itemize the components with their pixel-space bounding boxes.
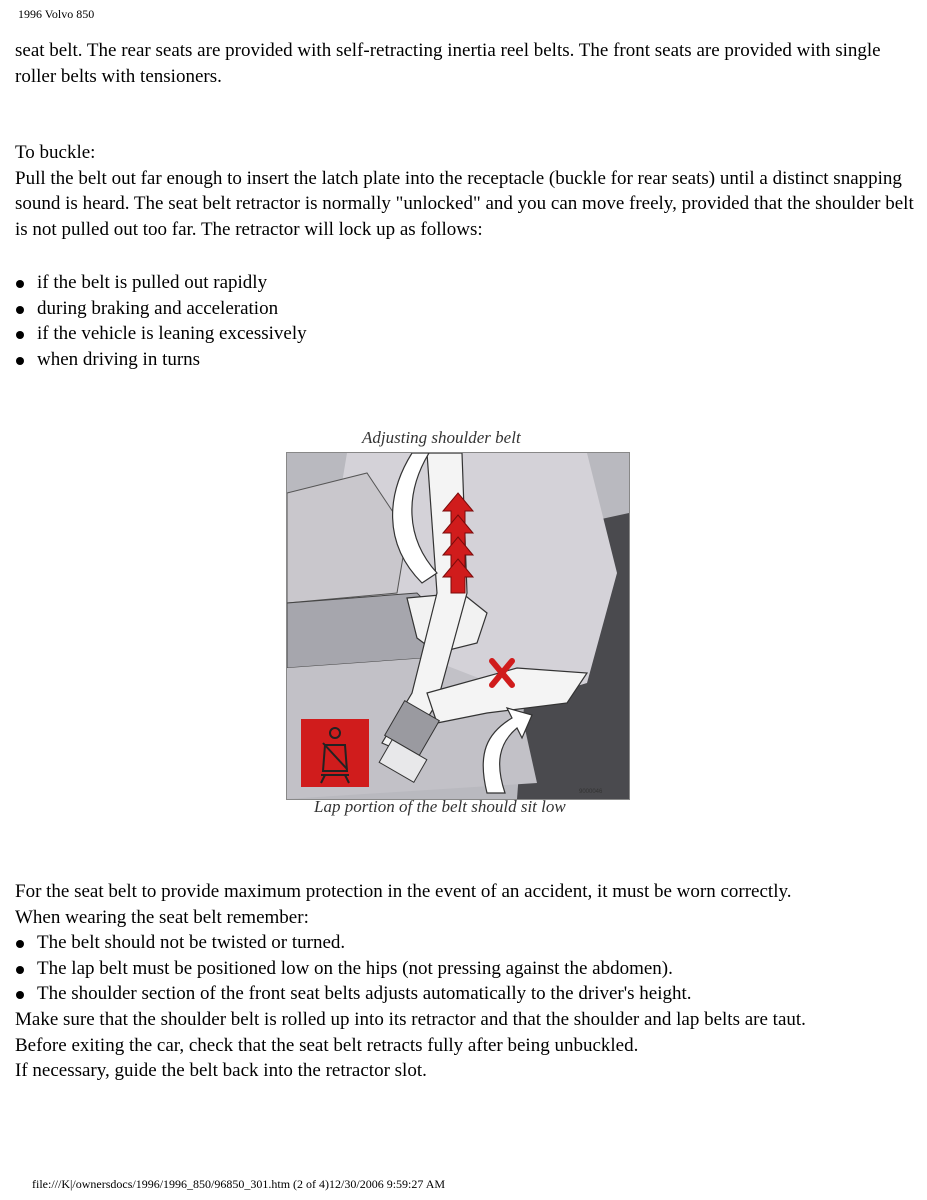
lock-conditions-list — [15, 270, 307, 372]
page-footer: file:///K|/ownersdocs/1996/1996_850/96850_301.htm (2 of 4)12/30/2006 9:59:27 AM — [32, 1177, 446, 1191]
figure-caption-bottom: Lap portion of the belt should sit low — [314, 797, 566, 816]
list-item: if the belt is pulled out rapidly — [15, 270, 307, 296]
list-item: The lap belt must be positioned low on the hips (not pressing against the abdomen). — [15, 956, 692, 982]
after-line-3: If necessary, guide the belt back into the retractor slot. — [15, 1060, 427, 1081]
buckle-paragraph: Pull the belt out far enough to insert the latch plate into the receptacle (buckle for rear seats) until a distinct snapping sound is heard. The seat belt retractor is normally "unlocked" and you can move freely, provided that the shoulder belt is not pulled out too far. The retractor will lock up as follows: — [15, 167, 914, 240]
after-line-1: Make sure that the shoulder belt is rolled up into its retractor and that the shoulder and lap belts are taut. — [15, 1009, 806, 1030]
wear-reminders-list — [15, 930, 692, 1007]
figure-code: 9000046 — [579, 789, 603, 795]
figure-caption-top: Adjusting shoulder belt — [362, 428, 521, 447]
page-header: 1996 Volvo 850 — [18, 7, 95, 21]
after-line-2: Before exiting the car, check that the seat belt retracts fully after being unbuckled. — [15, 1034, 639, 1056]
list-item: when driving in turns — [15, 347, 307, 373]
protection-line-1: For the seat belt to provide maximum protection in the event of an accident, it must be worn correctly. — [15, 881, 792, 902]
buckle-heading: To buckle: — [15, 142, 96, 163]
seatbelt-warning-icon — [301, 719, 369, 787]
protection-line-2: When wearing the seat belt remember: — [15, 906, 309, 928]
seatbelt-illustration — [286, 452, 630, 800]
list-item: The belt should not be twisted or turned. — [15, 930, 692, 956]
seatbelt-drawing — [287, 453, 629, 799]
intro-paragraph: seat belt. The rear seats are provided with self-retracting inertia reel belts. The front seats are provided with single roller belts with tensioners. — [15, 40, 881, 87]
list-item: if the vehicle is leaning excessively — [15, 321, 307, 347]
list-item: The shoulder section of the front seat belts adjusts automatically to the driver's height. — [15, 981, 692, 1007]
list-item: during braking and acceleration — [15, 296, 307, 322]
